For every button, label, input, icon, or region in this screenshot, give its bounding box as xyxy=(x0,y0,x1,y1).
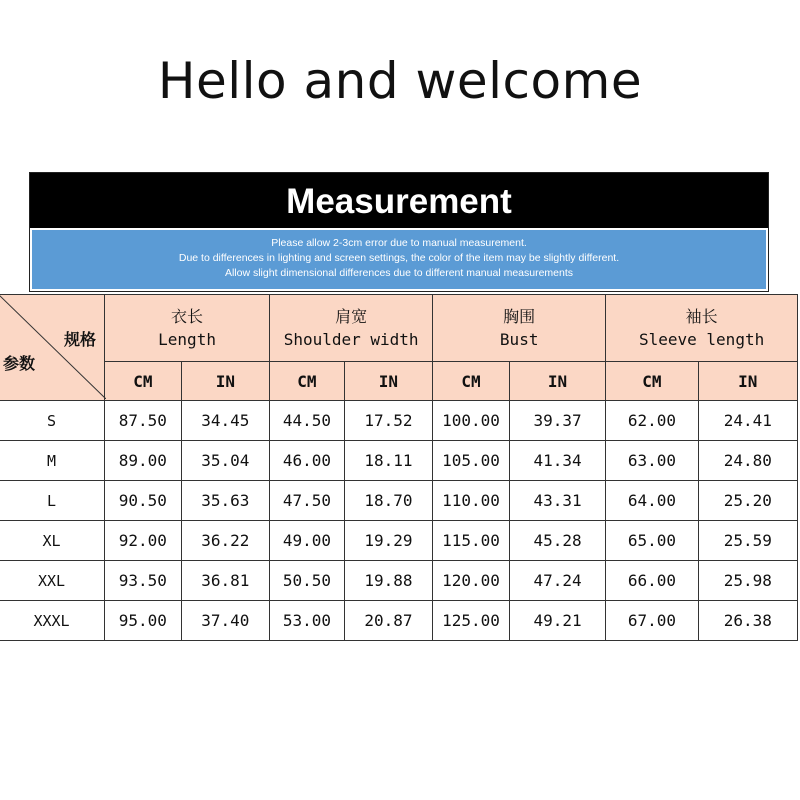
value-cell: 49.00 xyxy=(270,521,345,561)
header-zh: 衣长 xyxy=(171,307,204,326)
value-cell: 63.00 xyxy=(606,441,698,481)
value-cell: 44.50 xyxy=(270,401,345,441)
banner-note: Allow slight dimensional differences due to different manual measurements xyxy=(224,267,574,279)
value-cell: 26.38 xyxy=(698,601,797,641)
value-cell: 95.00 xyxy=(105,601,182,641)
banner-note: Please allow 2-3cm error due to manual measurement. xyxy=(271,237,527,249)
value-cell: 43.31 xyxy=(509,481,605,521)
value-cell: 25.59 xyxy=(698,521,797,561)
unit-in: IN xyxy=(181,362,269,401)
size-cell: L xyxy=(0,481,105,521)
size-cell: XL xyxy=(0,521,105,561)
value-cell: 100.00 xyxy=(433,401,510,441)
size-cell: S xyxy=(0,401,105,441)
value-cell: 110.00 xyxy=(433,481,510,521)
value-cell: 89.00 xyxy=(105,441,182,481)
unit-cm: CM xyxy=(606,362,698,401)
banner-note: Due to differences in lighting and screen settings, the color of the item may be slightly different. xyxy=(178,252,620,264)
value-cell: 45.28 xyxy=(509,521,605,561)
table-row xyxy=(0,401,798,441)
table-row xyxy=(0,561,798,601)
table-row xyxy=(0,481,798,521)
value-cell: 24.80 xyxy=(698,441,797,481)
header-en: Sleeve length xyxy=(638,330,765,349)
value-cell: 87.50 xyxy=(105,401,182,441)
value-cell: 20.87 xyxy=(344,601,432,641)
value-cell: 47.24 xyxy=(509,561,605,601)
header-en: Length xyxy=(158,330,216,349)
measurement-banner xyxy=(29,172,769,292)
header-sleeve xyxy=(606,295,798,362)
value-cell: 36.22 xyxy=(181,521,269,561)
value-cell: 25.20 xyxy=(698,481,797,521)
header-zh: 袖长 xyxy=(685,307,718,326)
table-row xyxy=(0,601,798,641)
value-cell: 53.00 xyxy=(270,601,345,641)
value-cell: 17.52 xyxy=(344,401,432,441)
unit-in: IN xyxy=(344,362,432,401)
size-chart-table xyxy=(0,294,798,641)
header-en: Shoulder width xyxy=(283,330,419,349)
corner-label-size: 规格 xyxy=(64,330,97,349)
header-bust xyxy=(433,295,606,362)
header-length xyxy=(105,295,270,362)
value-cell: 24.41 xyxy=(698,401,797,441)
value-cell: 105.00 xyxy=(433,441,510,481)
corner-label-param: 参数 xyxy=(3,354,36,373)
value-cell: 47.50 xyxy=(270,481,345,521)
value-cell: 37.40 xyxy=(181,601,269,641)
unit-in: IN xyxy=(698,362,797,401)
value-cell: 62.00 xyxy=(606,401,698,441)
value-cell: 39.37 xyxy=(509,401,605,441)
unit-cm: CM xyxy=(433,362,510,401)
value-cell: 35.04 xyxy=(181,441,269,481)
table-row xyxy=(0,521,798,561)
header-zh: 胸围 xyxy=(503,307,536,326)
unit-in: IN xyxy=(509,362,605,401)
value-cell: 115.00 xyxy=(433,521,510,561)
value-cell: 36.81 xyxy=(181,561,269,601)
value-cell: 120.00 xyxy=(433,561,510,601)
value-cell: 41.34 xyxy=(509,441,605,481)
page-title: Hello and welcome xyxy=(157,52,643,110)
banner-notes xyxy=(32,230,766,289)
header-shoulder xyxy=(270,295,433,362)
header-en: Bust xyxy=(499,330,539,349)
value-cell: 125.00 xyxy=(433,601,510,641)
header-zh: 肩宽 xyxy=(335,307,368,326)
value-cell: 46.00 xyxy=(270,441,345,481)
header-row-units xyxy=(0,362,798,401)
value-cell: 65.00 xyxy=(606,521,698,561)
value-cell: 18.11 xyxy=(344,441,432,481)
value-cell: 90.50 xyxy=(105,481,182,521)
size-cell: XXL xyxy=(0,561,105,601)
value-cell: 67.00 xyxy=(606,601,698,641)
size-cell: XXXL xyxy=(0,601,105,641)
value-cell: 19.88 xyxy=(344,561,432,601)
value-cell: 93.50 xyxy=(105,561,182,601)
corner-cell xyxy=(0,295,105,401)
value-cell: 66.00 xyxy=(606,561,698,601)
unit-cm: CM xyxy=(105,362,182,401)
value-cell: 18.70 xyxy=(344,481,432,521)
value-cell: 50.50 xyxy=(270,561,345,601)
unit-cm: CM xyxy=(270,362,345,401)
value-cell: 34.45 xyxy=(181,401,269,441)
table-row xyxy=(0,441,798,481)
banner-heading: Measurement xyxy=(30,173,768,228)
header-row-groups xyxy=(0,295,798,362)
value-cell: 49.21 xyxy=(509,601,605,641)
value-cell: 92.00 xyxy=(105,521,182,561)
value-cell: 19.29 xyxy=(344,521,432,561)
value-cell: 25.98 xyxy=(698,561,797,601)
value-cell: 35.63 xyxy=(181,481,269,521)
size-cell: M xyxy=(0,441,105,481)
value-cell: 64.00 xyxy=(606,481,698,521)
